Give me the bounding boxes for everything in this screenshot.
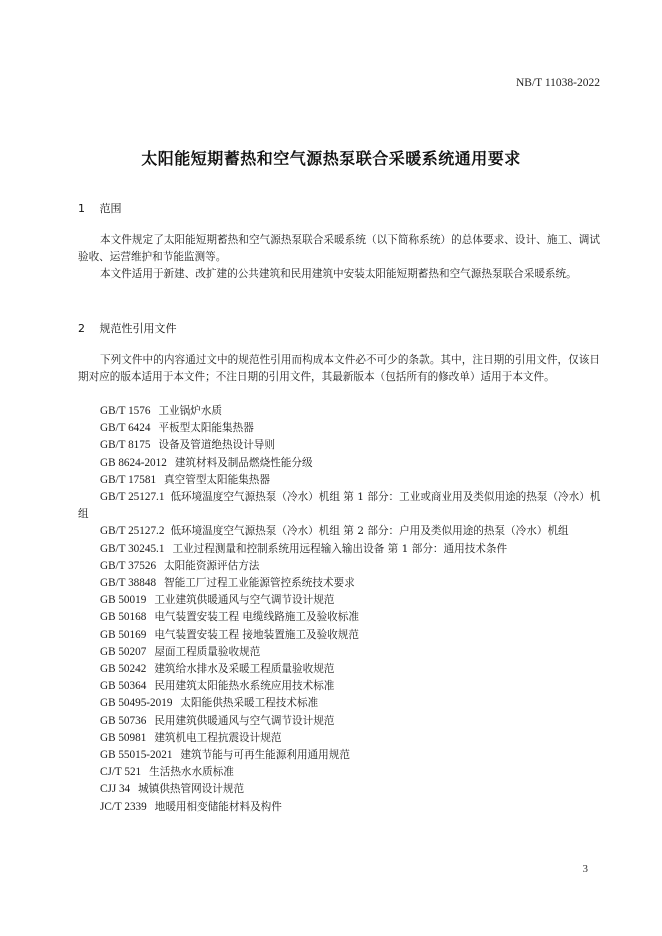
reference-item (78, 781, 602, 798)
reference-code: GB 50242 (100, 663, 147, 676)
reference-item (78, 644, 602, 661)
page-number: 3 (582, 863, 588, 875)
reference-title: 太阳能供热采暖工程技术标准 (180, 697, 319, 710)
reference-title: 屋面工程质量验收规范 (154, 645, 261, 658)
scope-paragraph-1: 本文件规定了太阳能短期蓄热和空气源热泵联合采暖系统（以下简称系统）的总体要求、设计、施工、调试验收、运营维护和节能监测等。 (78, 234, 600, 263)
reference-code: JC/T 2339 (100, 800, 147, 813)
reference-title: 民用建筑太阳能热水系统应用技术标准 (154, 680, 335, 693)
reference-list (78, 403, 602, 816)
reference-title: 真空管型太阳能集热器 (164, 473, 270, 486)
scope-paragraph-2: 本文件适用于新建、改扩建的公共建筑和民用建筑中安装太阳能短期蓄热和空气源热泵联合采暖系统。 (100, 268, 577, 280)
reference-title: 民用建筑供暖通风与空气调节设计规范 (154, 714, 335, 727)
reference-code: GB 50168 (100, 611, 147, 624)
reference-item (78, 661, 602, 678)
reference-title: 生活热水水质标准 (149, 766, 234, 779)
reference-item (78, 437, 602, 454)
reference-item (78, 747, 602, 764)
reference-code: GB 50736 (100, 714, 147, 727)
reference-code: GB/T 25127.1 (100, 491, 165, 504)
reference-item (78, 403, 602, 420)
reference-title: 电气装置安装工程 接地装置施工及验收规范 (154, 628, 359, 641)
reference-item (78, 489, 602, 523)
reference-code: GB/T 37526 (100, 559, 157, 572)
reference-item (78, 609, 602, 626)
reference-code: CJJ 34 (100, 783, 131, 796)
reference-code: GB 50495-2019 (100, 697, 173, 710)
reference-code: GB/T 8175 (100, 439, 151, 452)
reference-code: GB 50364 (100, 680, 147, 693)
reference-code: GB/T 6424 (100, 422, 151, 435)
reference-title: 建筑节能与可再生能源利用通用规范 (180, 749, 350, 762)
reference-code: GB 55015-2021 (100, 749, 173, 762)
reference-title: 工业建筑供暖通风与空气调节设计规范 (154, 594, 335, 607)
reference-title: 电气装置安装工程 电缆线路施工及验收标准 (154, 611, 359, 624)
reference-code: GB/T 17581 (100, 473, 157, 486)
section-title: 范围 (99, 202, 122, 215)
reference-item (78, 523, 602, 540)
reference-item (78, 541, 602, 558)
reference-title: 低环境温度空气源热泵（冷水）机组 第 2 部分：户用及类似用途的热泵（冷水）机组 (170, 525, 569, 538)
reference-item (78, 730, 602, 747)
reference-title: 地暖用相变储能材料及构件 (154, 800, 282, 813)
reference-code: GB 50981 (100, 731, 147, 744)
reference-item (78, 713, 602, 730)
reference-code: GB/T 38848 (100, 577, 157, 590)
section-heading-normative-references (78, 320, 177, 336)
section-title: 规范性引用文件 (99, 322, 177, 335)
reference-title: 平板型太阳能集热器 (158, 422, 254, 435)
reference-item (78, 455, 602, 472)
reference-item (78, 627, 602, 644)
reference-item (78, 472, 602, 489)
section-heading-scope (78, 200, 122, 216)
reference-item (78, 678, 602, 695)
reference-title: 智能工厂过程工业能源管控系统技术要求 (164, 577, 355, 590)
reference-item (78, 799, 602, 816)
reference-item (78, 558, 602, 575)
reference-title: 工业锅炉水质 (158, 405, 223, 417)
reference-item (78, 764, 602, 781)
reference-title: 太阳能资源评估方法 (164, 559, 260, 572)
reference-code: GB 50019 (100, 594, 147, 607)
reference-item (78, 575, 602, 592)
reference-code: GB 8624-2012 (100, 456, 167, 469)
reference-title: 城镇供热管网设计规范 (138, 783, 245, 796)
document-code: NB/T 11038-2022 (515, 77, 600, 89)
section-number: 2 (78, 322, 85, 335)
reference-title: 建筑机电工程抗震设计规范 (154, 731, 282, 744)
reference-code: CJ/T 521 (100, 766, 142, 779)
reference-item (78, 695, 602, 712)
reference-title: 工业过程测量和控制系统用远程输入输出设备 第 1 部分：通用技术条件 (172, 542, 508, 555)
reference-code: GB/T 25127.2 (100, 525, 165, 538)
reference-code: GB 50169 (100, 628, 147, 641)
document-title: 太阳能短期蓄热和空气源热泵联合采暖系统通用要求 (141, 149, 521, 168)
reference-code: GB 50207 (100, 645, 147, 658)
reference-title: 建筑材料及制品燃烧性能分级 (174, 456, 313, 469)
reference-code: GB/T 30245.1 (100, 542, 165, 555)
reference-item (78, 592, 602, 609)
reference-title: 设备及管道绝热设计导则 (158, 439, 275, 452)
reference-title: 建筑给水排水及采暖工程质量验收规范 (154, 663, 335, 676)
section-number: 1 (78, 202, 85, 215)
references-intro-paragraph: 下列文件中的内容通过文中的规范性引用而构成本文件必不可少的条款。其中，注日期的引用文件，仅该日期对应的版本适用于本文件；不注日期的引用文件，其最新版本（包括所有的修改单）适用于本文件。 (78, 354, 600, 383)
reference-code: GB/T 1576 (100, 405, 151, 417)
reference-title: 低环境温度空气源热泵（冷水）机组 第 1 部分：工业或商业用及类似用途的热泵（冷水）机组 (78, 491, 601, 521)
reference-item (78, 420, 602, 437)
